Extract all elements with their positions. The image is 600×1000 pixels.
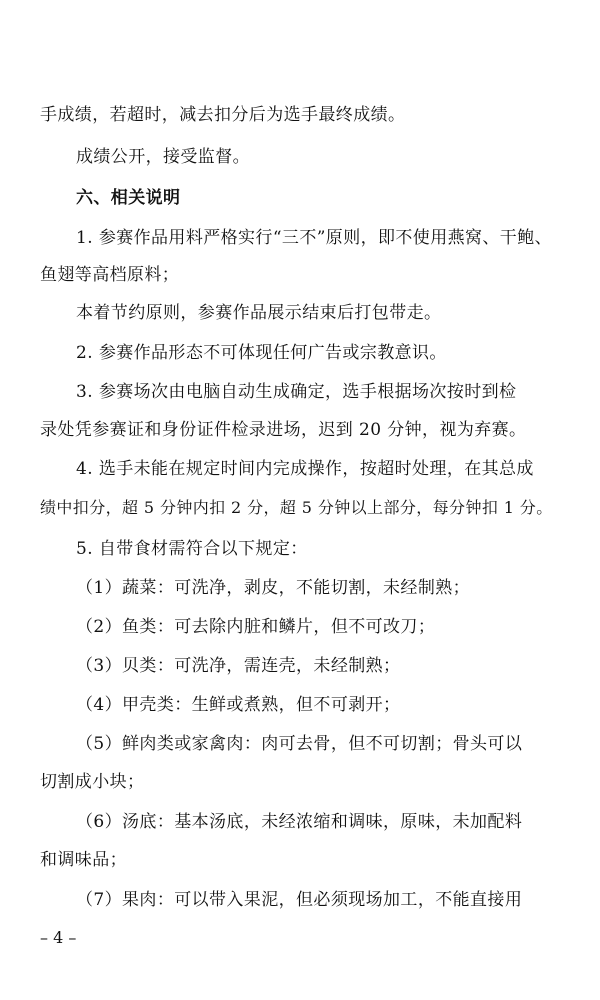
page-number: – 4 – [40,928,77,947]
text-line-14: （2）鱼类：可去除内脏和鳞片，但不可改刀； [76,617,436,637]
text-line-18: 切割成小块； [40,772,145,792]
text-line-1: 手成绩，若超时，减去扣分后为选手最终成绩。 [40,105,406,125]
text-line-19: （6）汤底：基本汤底，未经浓缩和调味，原味，未加配料 [76,812,523,832]
text-line-10: 4. 选手未能在规定时间内完成操作，按超时处理，在其总成 [76,459,534,479]
text-line-4: 1. 参赛作品用料严格实行“三不”原则，即不使用燕窝、干鲍、 [76,228,553,248]
text-line-5: 鱼翅等高档原料； [40,265,180,285]
text-line-11: 绩中扣分，超 5 分钟内扣 2 分，超 5 分钟以上部分，每分钟扣 1 分。 [40,498,553,517]
text-line-6: 本着节约原则，参赛作品展示结束后打包带走。 [76,303,442,323]
text-line-13: （1）蔬菜：可洗净，剥皮，不能切割，未经制熟； [76,578,471,598]
text-line-20: 和调味品； [40,850,127,870]
text-line-7: 2. 参赛作品形态不可体现任何广告或宗教意识。 [76,343,447,363]
text-line-9: 录处凭参赛证和身份证件检录进场，迟到 20 分钟，视为弃赛。 [40,420,527,440]
text-line-2: 成绩公开，接受监督。 [76,147,250,167]
text-line-16: （4）甲壳类：生鲜或煮熟，但不可剥开； [76,695,401,715]
text-line-12: 5. 自带食材需符合以下规定： [76,539,308,559]
section-heading: 六、相关说明 [76,188,181,208]
text-line-8: 3. 参赛场次由电脑自动生成确定，选手根据场次按时到检 [76,382,517,402]
text-line-21: （7）果肉：可以带入果泥，但必须现场加工，不能直接用 [76,890,523,910]
text-line-17: （5）鲜肉类或家禽肉：肉可去骨，但不可切割；骨头可以 [76,734,523,754]
text-line-15: （3）贝类：可洗净，需连壳，未经制熟； [76,656,401,676]
